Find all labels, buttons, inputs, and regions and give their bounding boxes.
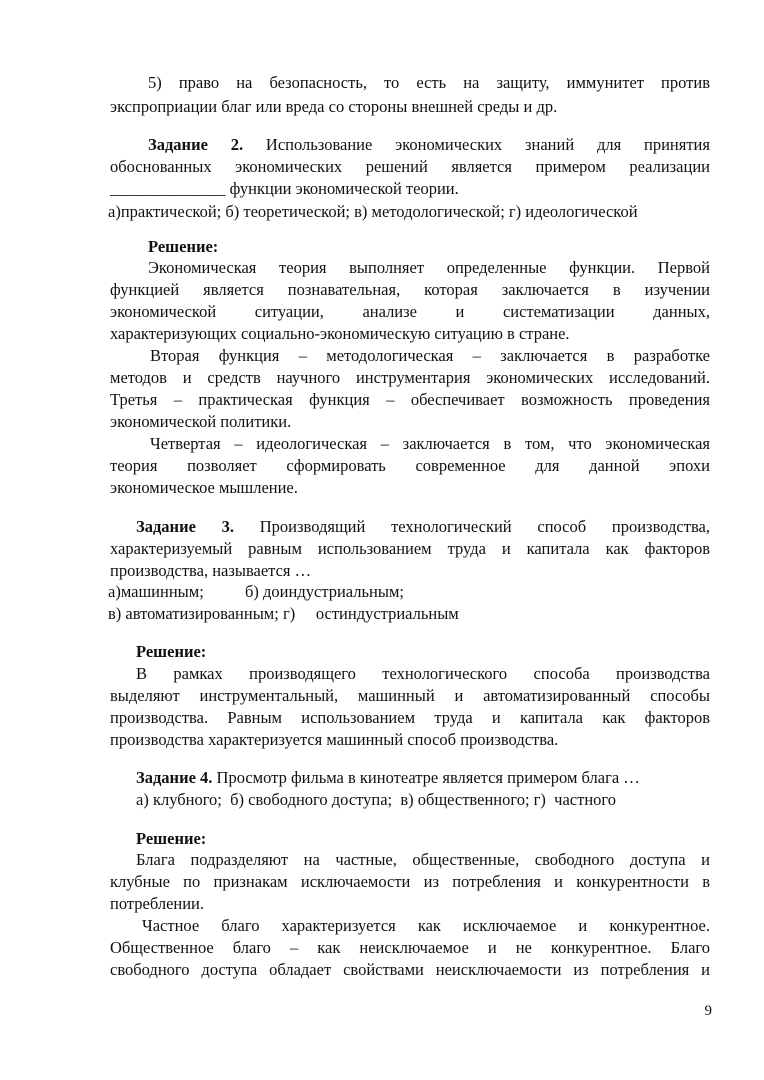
solution3-line-4: производства характеризуется машинный способ производства. [110,730,559,749]
task3-options-2: в) автоматизированным; г) остиндустриальным [108,604,459,623]
solution2-line-5: Вторая функция – методологическая – заключается в разработке [150,346,710,365]
intro-line-2: экспроприации благ или вреда со стороны внешней среды и др. [110,97,558,116]
task4-first-line [136,767,736,789]
task4-label: Задание 4. [136,768,213,787]
solution4-line-5: Общественное благо – как неисключаемое и не конкурентное. Благо [110,938,710,957]
solution2-heading: Решение: [148,237,219,256]
task2-first-line [148,134,710,156]
solution2-line-9: Четвертая – идеологическая – заключается в том, что экономическая [150,434,710,453]
task2-line-1: Использование экономических знаний для принятия [265,135,710,154]
solution3-heading: Решение: [136,642,207,661]
solution4-line-6: свободного доступа обладает свойствами неисключаемости из потребления и [110,960,710,979]
solution2-line-3: экономической ситуации, анализе и систематизации данных, [110,302,710,321]
solution4-heading: Решение: [136,829,207,848]
solution4-line-2: клубные по признакам исключаемости из потребления и конкурентности в [110,872,710,891]
solution2-line-8: экономической политики. [110,412,292,431]
page-number: 9 [704,1003,712,1019]
solution4-line-1: Блага подразделяют на частные, общественные, свободного доступа и [136,850,710,869]
task4-options: а) клубного; б) свободного доступа; в) общественного; г) частного [136,790,617,809]
task3-line-2: характеризуемый равным использованием труда и капитала как факторов [110,539,710,558]
task3-line-1: Производящий технологический способ производства, [259,517,710,536]
intro-line-1: 5) право на безопасность, то есть на защиту, иммунитет против [148,73,710,92]
task3-line-3: производства, называется … [110,561,312,580]
solution4-line-4: Частное благо характеризуется как исключаемое и конкурентное. [142,916,710,935]
task3-first-line [136,516,710,538]
solution2-line-4: характеризующих социально-экономическую ситуацию в стране. [110,324,570,343]
solution3-line-1: В рамках производящего технологического способа производства [136,664,710,683]
task3-label: Задание 3. [136,517,235,536]
solution2-line-7: Третья – практическая функция – обеспечивает возможность проведения [110,390,710,409]
task2-options: а)практической; б) теоретической; в) методологической; г) идеологической [108,202,638,221]
solution2-line-10: теория позволяет сформировать современное для данной эпохи [110,456,710,475]
solution3-line-2: выделяют инструментальный, машинный и автоматизированный способы [110,686,710,705]
solution2-line-6: методов и средств научного инструментария экономических исследований. [110,368,710,387]
task2-line-2: обоснованных экономических решений является примером реализации [110,157,710,176]
solution2-line-2: функцией является познавательная, которая заключается в изучении [110,280,710,299]
solution3-line-3: производства. Равным использованием труда и капитала как факторов [110,708,710,727]
task3-options-1: а)машинным; б) доиндустриальным; [108,582,404,601]
solution2-line-11: экономическое мышление. [110,478,298,497]
solution2-line-1: Экономическая теория выполняет определенные функции. Первой [148,258,710,277]
task2-label: Задание 2. [148,135,244,154]
task2-line-3: ______________ функции экономической теории. [110,179,459,198]
task4-line-1: Просмотр фильма в кинотеатре является примером блага … [216,768,640,787]
solution4-line-3: потреблении. [110,894,205,913]
